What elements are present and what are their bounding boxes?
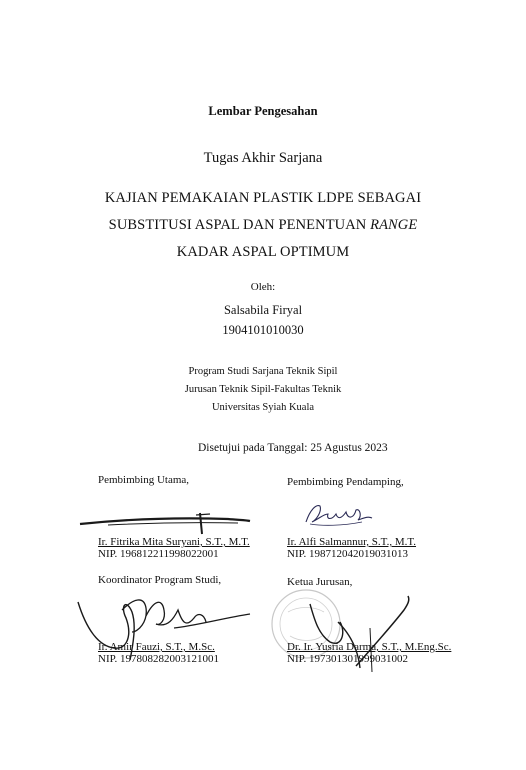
thesis-title-line-2 — [0, 217, 526, 234]
thesis-title-italic-word: RANGE — [370, 217, 418, 233]
co-advisor-nip: NIP. 198712042019031013 — [287, 548, 409, 560]
head-of-department-nip: NIP. 197301301999031002 — [287, 653, 409, 665]
co-advisor-role: Pembimbing Pendamping, — [287, 476, 404, 488]
head-of-department-role: Ketua Jurusan, — [287, 576, 353, 588]
document-type: Tugas Akhir Sarjana — [203, 150, 323, 166]
main-advisor-nip: NIP. 196812211998022001 — [98, 548, 219, 560]
head-of-department-name: Dr. Ir. Yusria Darma, S.T., M.Eng.Sc. — [287, 641, 452, 653]
thesis-title-line-2-text: SUBSTITUSI ASPAL DAN PENENTUAN — [108, 217, 371, 233]
approval-date: Disetujui pada Tanggal: 25 Agustus 2023 — [198, 442, 388, 454]
study-program: Program Studi Sarjana Teknik Sipil — [188, 366, 338, 377]
co-advisor-signature — [302, 500, 382, 530]
by-label: Oleh: — [250, 281, 276, 293]
main-advisor-signature — [78, 505, 258, 535]
coordinator-role: Koordinator Program Studi, — [98, 574, 222, 586]
thesis-title-line-1: KAJIAN PEMAKAIAN PLASTIK LDPE SEBAGAI — [104, 190, 422, 206]
department: Jurusan Teknik Sipil-Fakultas Teknik — [184, 384, 342, 395]
author-nim: 1904101010030 — [222, 323, 304, 337]
coordinator-nip: NIP. 197808282003121001 — [98, 653, 220, 665]
thesis-title-line-3: KADAR ASPAL OPTIMUM — [176, 244, 350, 260]
co-advisor-name: Ir. Alfi Salmannur, S.T., M.T. — [287, 536, 417, 548]
main-advisor-name: Ir. Fitrika Mita Suryani, S.T., M.T. — [98, 536, 250, 548]
university: Universitas Syiah Kuala — [211, 402, 315, 413]
main-advisor-role: Pembimbing Utama, — [98, 474, 190, 486]
coordinator-name: Ir. Amir Fauzi, S.T., M.Sc. — [98, 641, 215, 653]
page-heading: Lembar Pengesahan — [208, 104, 318, 118]
author-name: Salsabila Firyal — [223, 303, 303, 317]
